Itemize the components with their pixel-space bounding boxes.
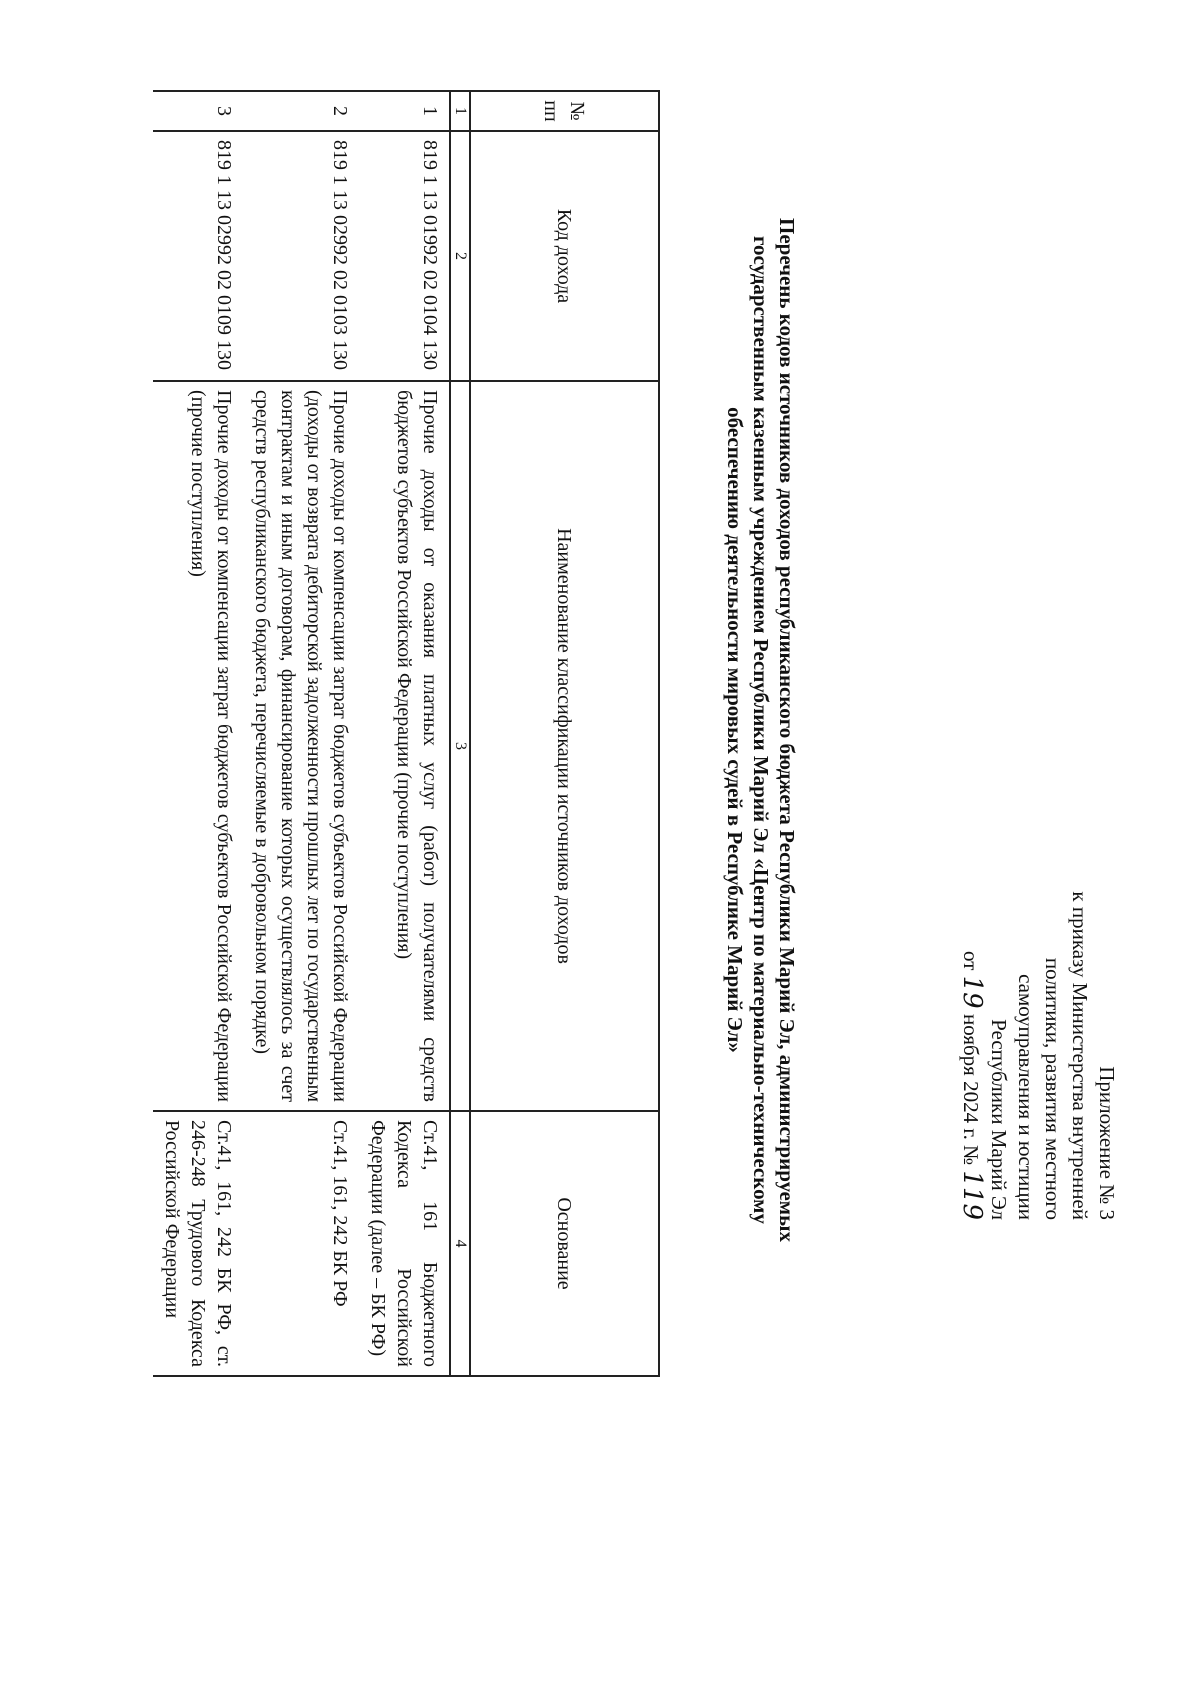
handwritten-day: 19 <box>957 975 987 1009</box>
title-line: Перечень кодов источников доходов республиканского бюджета Республики Марий Эл, администрируемых <box>775 218 799 1242</box>
rotated-sheet <box>20 40 1180 1660</box>
appendix-date-line <box>957 840 985 1220</box>
row-name: Прочие доходы от компенсации затрат бюджетов субъектов Российской Федерации (прочие поступления) <box>153 381 243 1111</box>
appendix-line: Приложение № 3 <box>1095 1066 1119 1220</box>
row-basis: Ст.41, 161, 242 БК РФ, ст. 246-248 Трудового Кодекса Российской Федерации <box>153 1111 243 1376</box>
table-row <box>359 91 450 1376</box>
row-name: Прочие доходы от оказания платных услуг (работ) получателями средств бюджетов субъектов Российской Федерации (прочие поступления) <box>359 381 450 1111</box>
row-basis: Ст.41, 161, 242 БК РФ <box>243 1111 359 1376</box>
row-code: 819 1 13 02992 02 0109 130 <box>153 131 243 381</box>
income-codes-table <box>153 90 660 1377</box>
row-code: 819 1 13 02992 02 0103 130 <box>243 131 359 381</box>
table-row <box>153 91 243 1376</box>
appendix-header <box>957 840 1120 1220</box>
date-prefix: от <box>959 950 983 971</box>
header-name: Наименование классификации источников доходов <box>470 381 659 1111</box>
column-number: 3 <box>450 381 470 1111</box>
header-code: Код дохода <box>470 131 659 381</box>
appendix-line: Республики Марий Эл <box>987 1019 1011 1220</box>
column-number: 4 <box>450 1111 470 1376</box>
handwritten-order-number: 119 <box>957 1170 987 1220</box>
appendix-line: политики, развития местного <box>1041 957 1065 1220</box>
title-line: обеспечению деятельности мировых судей в Республике Марий Эл» <box>723 407 747 1053</box>
appendix-line: к приказу Министерства внутренней <box>1068 891 1092 1220</box>
row-num: 3 <box>153 91 243 131</box>
appendix-line: самоуправления и юстиции <box>1014 974 1038 1220</box>
header-num: № пп <box>470 91 659 131</box>
row-num: 1 <box>359 91 450 131</box>
table-row <box>243 91 359 1376</box>
row-basis: Ст.41, 161 Бюджетного Кодекса Российской Федерации (далее – БК РФ) <box>359 1111 450 1376</box>
table-header-row <box>470 91 659 1376</box>
column-number-row <box>450 91 470 1376</box>
document-title <box>722 100 800 1360</box>
row-num: 2 <box>243 91 359 131</box>
title-line: государственным казенным учреждением Республики Марий Эл «Центр по материально-техническому <box>749 236 773 1224</box>
row-code: 819 1 13 01992 02 0104 130 <box>359 131 450 381</box>
header-basis: Основание <box>470 1111 659 1376</box>
column-number: 2 <box>450 131 470 381</box>
date-rest: ноября 2024 г. № <box>959 1013 983 1166</box>
column-number: 1 <box>450 91 470 131</box>
row-name: Прочие доходы от компенсации затрат бюджетов субъектов Российской Федерации (доходы от возврата дебиторской задолженности прошлых лет по государственным контрактам и иным договорам, финансирование которых осуществлялось за счет средств республиканского бюджета, перечисляемые в добровольном порядке) <box>243 381 359 1111</box>
